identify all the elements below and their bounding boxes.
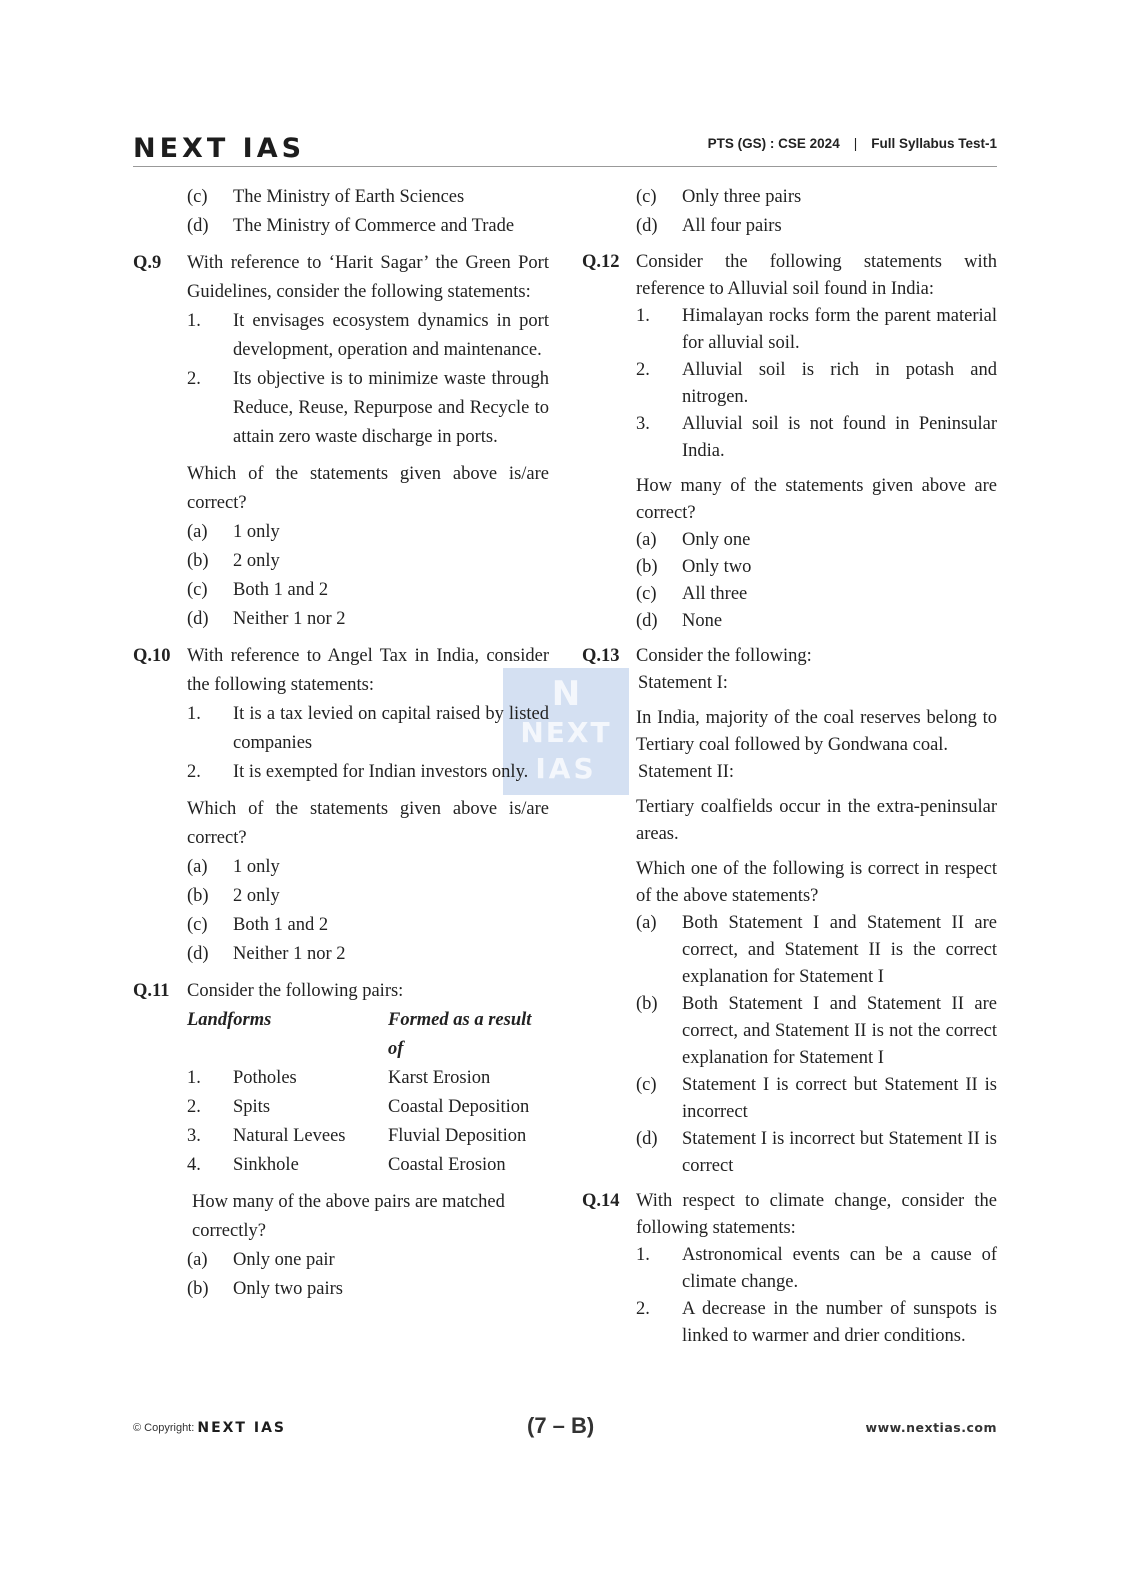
question-9 (133, 249, 549, 634)
question-stem: Consider the following statements with reference to Alluvial soil found in India: (636, 252, 997, 299)
header-separator: | (853, 136, 858, 151)
question-ask: Which of the statements given above is/are correct? (187, 464, 549, 513)
question-stem: Consider the following: (636, 646, 812, 666)
option: (d) Statement I is incorrect but Statement II is correct (636, 1129, 997, 1176)
column-header: Landforms (187, 1010, 272, 1030)
page-number: (7 – B) (527, 1413, 595, 1438)
option: (b) Both Statement I and Statement II are correct, and Statement II is not the correct explanation for Statement I (636, 994, 997, 1068)
statement-item: 1. It is a tax levied on capital raised by listed companies (187, 704, 549, 753)
pairs-table: Landforms Formed as a result of 1. Potholes Karst Erosion 2. Spits Coastal Deposition 3. Natural Levees Fluvial Deposition 4. Sinkhole Coastal Erosion (187, 1006, 549, 1180)
question-stem: With reference to Angel Tax in India, consider the following statements: (187, 646, 549, 695)
statement-text: In India, majority of the coal reserves belong to Tertiary coal followed by Gondwana coal. (636, 708, 997, 755)
option: (b) 2 only (187, 551, 280, 571)
option: (c) The Ministry of Earth Sciences (187, 187, 465, 207)
option: (d) None (636, 611, 723, 631)
right-column (582, 183, 997, 1350)
option: (c) Both 1 and 2 (187, 915, 329, 935)
brand-logo: NEXT IAS (133, 133, 306, 164)
question-ask: Which of the statements given above is/are correct? (187, 799, 549, 848)
statement-item: 2. It is exempted for Indian investors only. (187, 762, 529, 782)
option: (b) 2 only (187, 886, 280, 906)
option: (c) Statement I is correct but Statement II is incorrect (636, 1075, 997, 1122)
question-stem: With reference to ‘Harit Sagar’ the Green Port Guidelines, consider the following statements: (187, 253, 549, 302)
statement-item: 2. A decrease in the number of sunspots is linked to warmer and drier conditions. (636, 1299, 997, 1346)
question-ask: How many of the statements given above are correct? (636, 476, 997, 523)
question-12 (582, 249, 997, 635)
question-ask: Which one of the following is correct in respect of the above statements? (636, 859, 997, 906)
question-stem: With respect to climate change, consider the following statements: (636, 1191, 997, 1238)
question-number: Q.14 (582, 1191, 620, 1211)
column-header: Formed as a result of (388, 1010, 532, 1059)
option: (c) All three (636, 584, 748, 604)
statement-item: 3. Alluvial soil is not found in Peninsular India. (636, 414, 997, 461)
option: (b) Only two pairs (187, 1279, 343, 1299)
watermark-logo: N NEXT IAS (503, 668, 629, 795)
option: (a) Only one (636, 530, 751, 550)
question-13 (582, 643, 997, 1180)
statement-item: 1. Astronomical events can be a cause of climate change. (636, 1245, 997, 1292)
statement-item: 1. Himalayan rocks form the parent material for alluvial soil. (636, 306, 997, 353)
question-number: Q.10 (133, 646, 171, 666)
question-stem: Consider the following pairs: (187, 981, 404, 1001)
option: (a) Both Statement I and Statement II are correct, and Statement II is the correct explanation for Statement I (636, 913, 997, 987)
left-column (133, 183, 549, 1304)
option: (a) Only one pair (187, 1250, 335, 1270)
question-11 (133, 977, 549, 1304)
copyright-text: © Copyright: (133, 1421, 195, 1434)
statement-item: 1. It envisages ecosystem dynamics in port development, operation and maintenance. (187, 311, 549, 360)
statement-text: Tertiary coalfields occur in the extra-peninsular areas. (636, 797, 997, 844)
option: (c) Both 1 and 2 (187, 580, 329, 600)
question-number: Q.12 (582, 252, 620, 272)
option: (b) Only two (636, 557, 752, 577)
question-10 (133, 642, 549, 969)
option: (a) 1 only (187, 857, 280, 877)
footer-copyright (133, 1421, 286, 1435)
exam-name: PTS (GS) : CSE 2024 (707, 136, 840, 151)
option: (d) Neither 1 nor 2 (187, 944, 346, 964)
option: (c) Only three pairs (636, 187, 802, 207)
option: (d) Neither 1 nor 2 (187, 609, 346, 629)
question-number: Q.9 (133, 253, 162, 273)
option: (d) The Ministry of Commerce and Trade (187, 216, 515, 236)
header-test-info (708, 136, 997, 151)
footer-logo: NEXT IAS (197, 1420, 286, 1436)
question-number: Q.11 (133, 981, 170, 1001)
option: (d) All four pairs (636, 216, 782, 236)
question-number: Q.13 (582, 646, 620, 666)
question-8-tail (133, 183, 549, 241)
question-11-tail (582, 183, 997, 241)
statement-item: 2. Alluvial soil is rich in potash and nitrogen. (636, 360, 997, 407)
question-14 (582, 1188, 997, 1350)
test-name: Full Syllabus Test-1 (871, 136, 997, 151)
page-header (133, 130, 997, 167)
option: (a) 1 only (187, 522, 280, 542)
statement-label: Statement I: (638, 673, 728, 693)
question-ask: How many of the above pairs are matched correctly? (192, 1192, 505, 1241)
website-link[interactable]: www.nextias.com (865, 1420, 997, 1435)
statement-label: Statement II: (638, 762, 735, 782)
statement-item: 2. Its objective is to minimize waste through Reduce, Reuse, Repurpose and Recycle to attain zero waste discharge in ports. (187, 369, 549, 447)
